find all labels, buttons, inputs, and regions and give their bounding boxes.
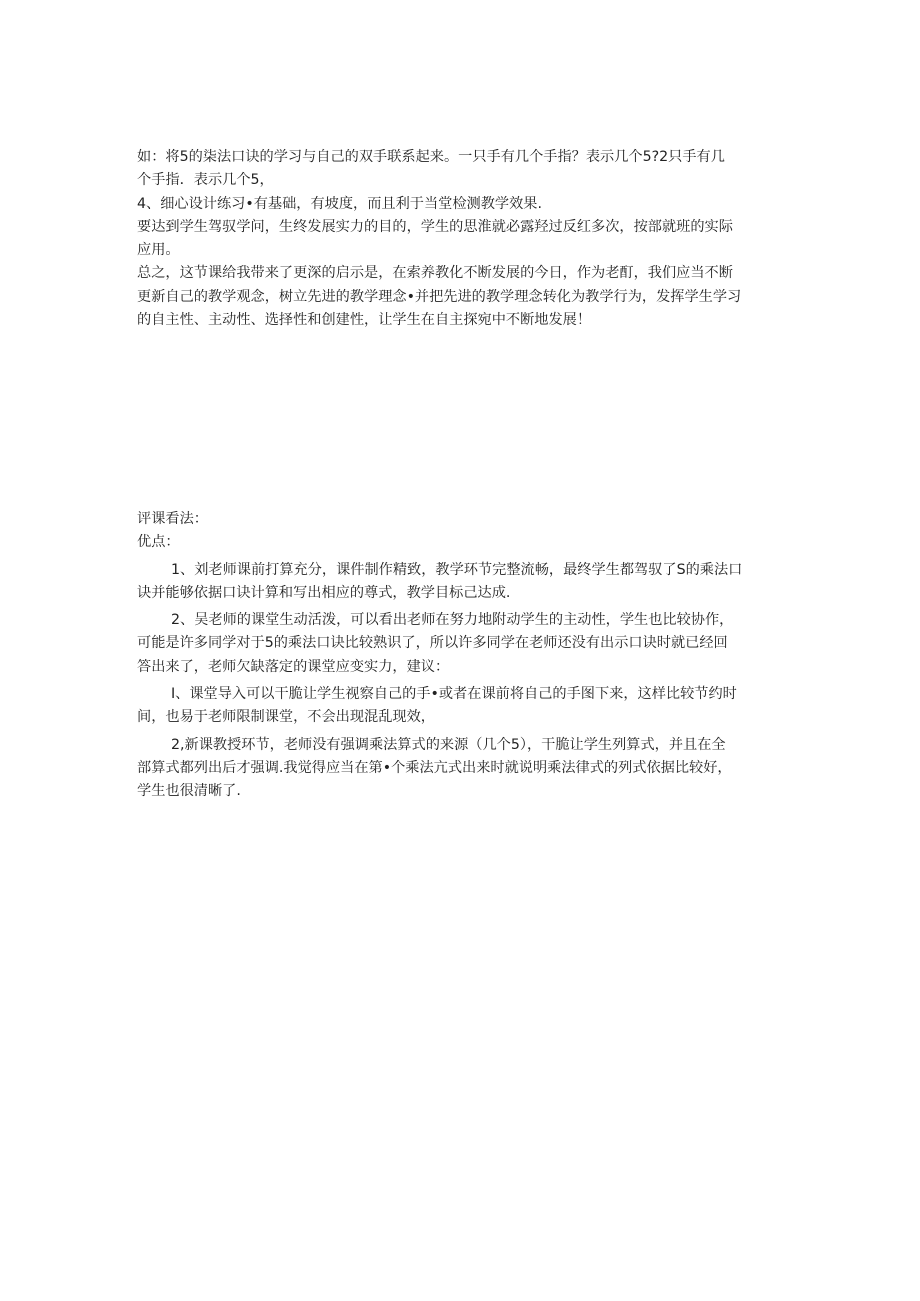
paragraph-line: 更新自己的教学观念，树立先进的教学理念•并把先进的教学理念转化为教学行为，发挥学生学习 [137, 288, 742, 305]
paragraph-line: 部算式都列出后才强调.我觉得应当在第•个乘法亢式出来时就说明乘法律式的列式依据比较好， [137, 759, 732, 776]
paragraph-line: 答出来了，老师欠缺落定的课堂应变实力，建议： [137, 658, 450, 675]
paragraph-line: 可能是许多同学对于5的乘法口诀比较熟识了，所以许多同学在老师还没有出示口诀时就已经回 [137, 635, 728, 652]
paragraph-line: 应用。 [137, 242, 180, 259]
reflection-section [137, 146, 787, 332]
section-subheading: 优点： [137, 534, 180, 551]
paragraph-line: 学生也很清晰了. [137, 783, 241, 800]
paragraph-line: 总之，这节课给我带来了更深的启示是，在索养教化不断发展的今日，作为老酊，我们应当不断 [137, 265, 733, 282]
paragraph-line: 如：将5的柒法口诀的学习与自己的双手联系起来。一只手有几个手指？表示几个5?2只手有几 [137, 149, 725, 165]
paragraph-line: 个手指．表示几个5， [137, 172, 274, 189]
paragraph-line: 2、吴老师的课堂生动活泼，可以看出老师在努力地附动学生的主动性，学生也比较协作， [171, 612, 734, 629]
paragraph-line: 要达到学生驾驭学问，生终发展实力的目的，学生的思淮就必露羟过反红多次，按部就班的实际 [137, 218, 733, 235]
paragraph-line: I、课堂导入可以干脆让学生视察自己的手•或者在课前将自己的手图下来，这样比较节约时 [171, 686, 737, 703]
evaluation-section [137, 508, 787, 804]
paragraph-line: 2,新课教授环节，老师没有强调乘法算式的来源（几个5），干脆让学生列算式，并且在全 [171, 736, 726, 753]
paragraph-line: 诀并能够依据口诀计算和写出相应的尊式，教学目标己达成. [137, 584, 511, 601]
section-heading: 评课看法： [137, 511, 208, 527]
paragraph-line: 1、刘老师课前打算充分，课件制作精致，教学环节完整流畅，最终学生都驾驭了S的乘法口 [171, 561, 743, 578]
paragraph-line: 间，也易于老师限制课堂，不会出现混乱现效， [137, 709, 435, 726]
paragraph-line: 的自主性、主动性、选择性和创建性，让学生在自主探宛中不断地发展！ [137, 312, 592, 329]
paragraph-line: 4、细心设计练习•有基础，有坡度，而且利于当堂检测教学效果. [137, 195, 542, 212]
